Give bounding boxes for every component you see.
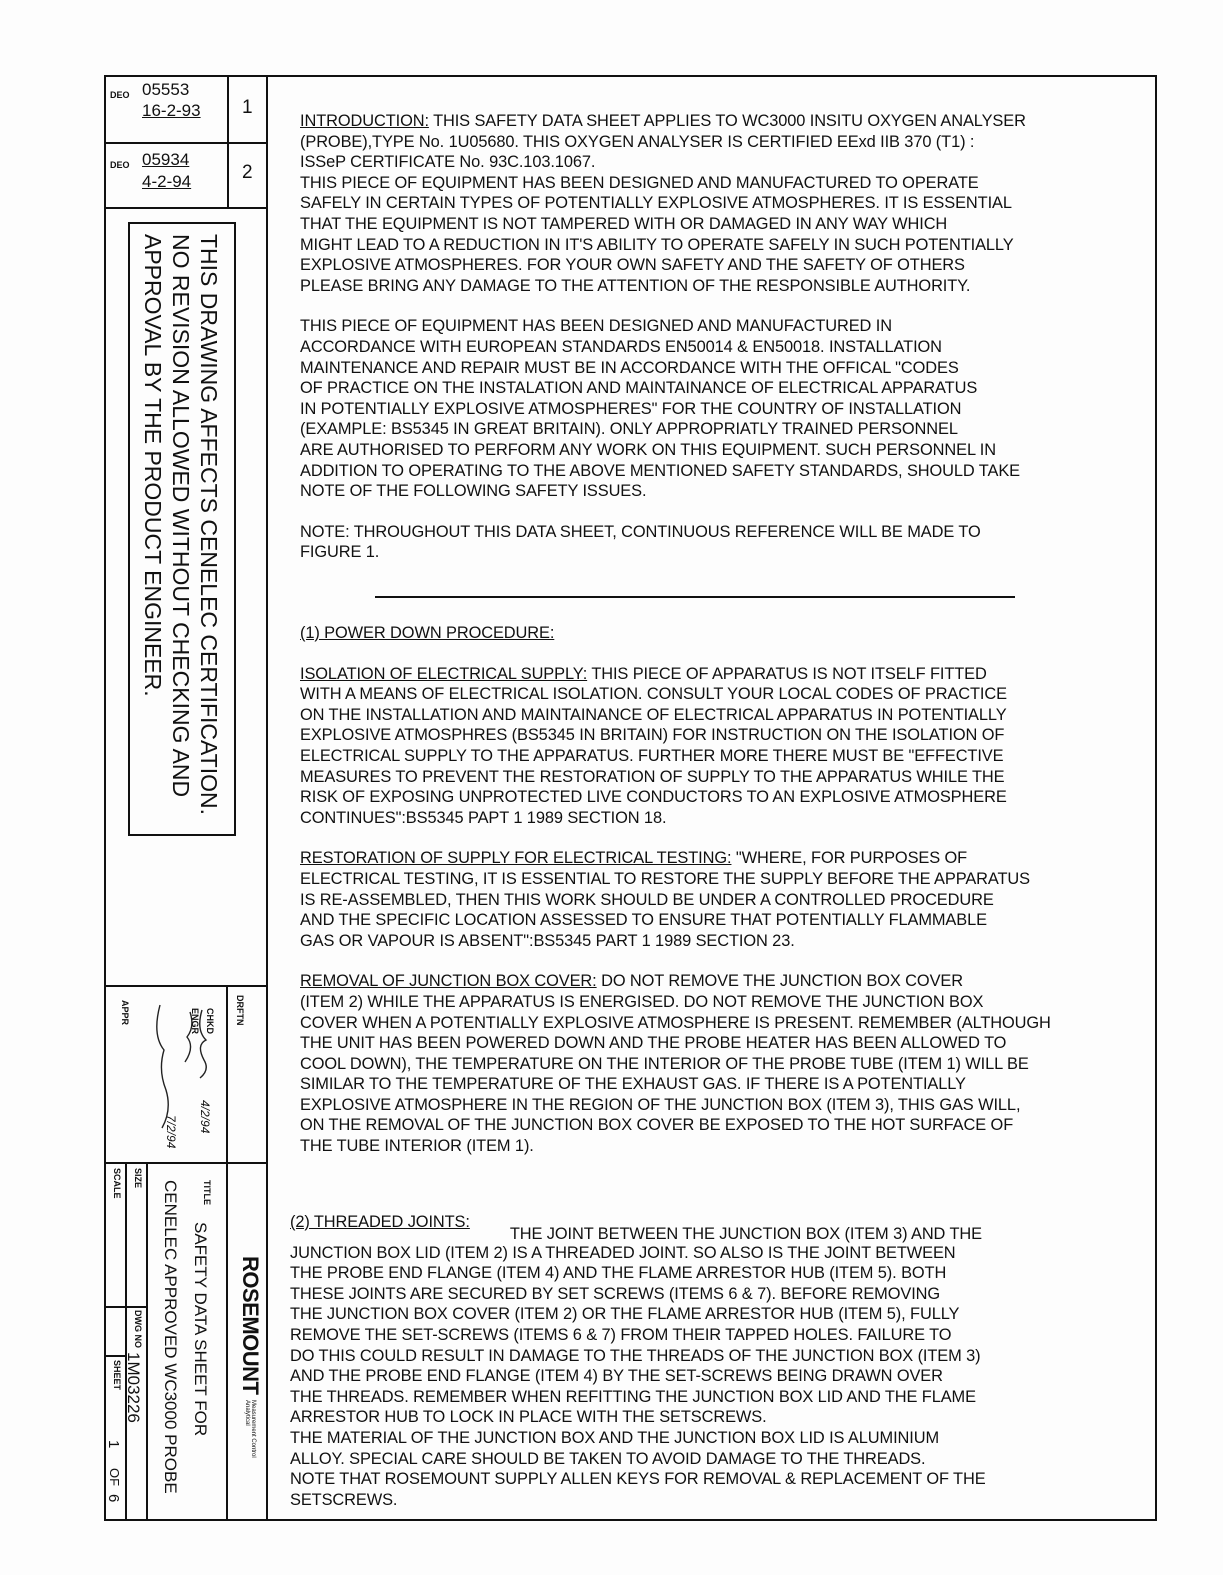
- scale-label: SCALE: [112, 1168, 122, 1199]
- rev-number: 05934: [142, 150, 190, 169]
- rev-index: 2: [242, 162, 253, 183]
- size-label: SIZE: [133, 1168, 143, 1189]
- rev-block-bottom: [104, 207, 268, 209]
- company-logo: ROSEMOUNT: [238, 1256, 263, 1395]
- approval-block-bottom: [104, 1162, 268, 1164]
- rev-index: 1: [242, 97, 253, 118]
- section1-heading: (1) POWER DOWN PROCEDURE:: [300, 624, 555, 642]
- section2-first-line: THE JOINT BETWEEN THE JUNCTION BOX (ITEM 3) AND THE: [509, 1225, 982, 1243]
- isolation-paragraph: WITH A MEANS OF ELECTRICAL ISOLATION. CONSULT YOUR LOCAL CODES OF PRACTICE ON THE INSTALLATION AND MAINTAINANCE OF ELECTRICAL APPARATUS IN POTENTIALLY EXPLOSIVE ATMOSPHRES (BS5345 IN BRITAIN) FOR INSTRUCTION ON THE ISOLATION OF ELECTRICAL SUPPLY TO THE APPARATUS. FURTHER MORE THERE MUST BE "EFFECTIVE MEASURES TO PREVENT THE RESTORATION OF SUPPLY TO THE APPARATUS WHILE THE RISK OF EXPOSING UNPROTECTED LIVE CONDUCTORS TO AN EXPLOSIVE ATMOSPHERE CONTINUES":BS5345 PAPT 1 1989 SECTION 18.: [300, 685, 1007, 827]
- section2-heading: (2) THREADED JOINTS:: [290, 1213, 470, 1231]
- removal-first-line: DO NOT REMOVE THE JUNCTION BOX COVER: [596, 972, 963, 991]
- sheet-number: 1: [105, 1440, 122, 1449]
- restoration-heading: RESTORATION OF SUPPLY FOR ELECTRICAL TESTING:: [300, 849, 732, 868]
- intro-paragraph-3: NOTE: THROUGHOUT THIS DATA SHEET, CONTINUOUS REFERENCE WILL BE MADE TO FIGURE 1.: [300, 522, 981, 562]
- title-line-1: SAFETY DATA SHEET FOR: [191, 1222, 210, 1437]
- intro-paragraph-2: THIS PIECE OF EQUIPMENT HAS BEEN DESIGNED AND MANUFACTURED IN ACCORDANCE WITH EUROPEAN STANDARDS EN50014 & EN50018. INSTALLATION MAINTENANCE AND REPAIR MUST BE IN ACCORDANCE WITH THE OFFICAL "CODES OF PRACTICE ON THE INSTALATION AND MAINTAINANCE OF ELECTRICAL APPARATUS IN POTENTIALLY EXPLOSIVE ATMOSPHERES" FOR THE COUNTRY OF INSTALLATION (EXAMPLE: BS5345 IN GREAT BRITAIN). ONLY APPROPRIATLY TRAINED PERSONNEL ARE AUTHORISED TO PERFORM ANY WORK ON THIS EQUIPMENT. SUCH PERSONNEL IN ADDITION TO OPERATING TO THE ABOVE MENTIONED SAFETY STANDARDS, SHOULD TAKE NOTE OF THE FOLLOWING SAFETY ISSUES.: [300, 317, 1020, 501]
- warning-line-1: THIS DRAWING AFFECTS CENELEC CERTIFICATION.: [196, 234, 222, 816]
- scale-divider: [125, 1162, 127, 1521]
- title-block-top: [104, 985, 268, 987]
- title-line-2: CENELEC APPROVED WC3000 PROBE: [161, 1180, 180, 1494]
- rev-divider: [227, 75, 229, 207]
- rev-date: 16-2-93: [142, 101, 201, 120]
- dwg-no: 1M03226: [124, 1352, 143, 1423]
- removal-paragraph: (ITEM 2) WHILE THE APPARATUS IS ENERGISED. DO NOT REMOVE THE JUNCTION BOX COVER WHEN A POTENTIALLY EXPLOSIVE ATMOSPHERE IS PRESENT. REMEMBER (ALTHOUGH THE UNIT HAS BEEN POWERED DOWN AND THE PROBE HEATER HAS BEEN ALLOWED TO COOL DOWN), THE TEMPERATURE ON THE INTERIOR OF THE PROBE TUBE (ITEM 1) WILL BE SIMILAR TO THE TEMPERATURE OF THE EXHAUST GAS. IF THERE IS A POTENTIALLY EXPLOSIVE ATMOSPHERE IN THE REGION OF THE JUNCTION BOX (ITEM 3), THIS GAS WILL, ON THE REMOVAL OF THE JUNCTION BOX COVER BE EXPOSED TO THE HOT SURFACE OF THE TUBE INTERIOR (ITEM 1).: [300, 992, 1051, 1156]
- engr-label: ENGR: [190, 1008, 200, 1035]
- dwg-no-label: DWG NO: [133, 1310, 143, 1348]
- company-tag: Measurement Control Analytical: [244, 1400, 256, 1458]
- section-separator: [375, 596, 1015, 598]
- isolation-heading: ISOLATION OF ELECTRICAL SUPPLY:: [300, 664, 588, 683]
- power-down-section: [300, 623, 1150, 1157]
- sheet-total: 6: [105, 1494, 122, 1503]
- title-label: TITLE: [202, 1180, 212, 1205]
- introduction-section: [300, 111, 1150, 563]
- drftn-label: DRFTN: [235, 995, 245, 1026]
- appr-label: APPR: [120, 1000, 130, 1026]
- section2-paragraph: JUNCTION BOX LID (ITEM 2) IS A THREADED JOINT. SO ALSO IS THE JOINT BETWEEN THE PROBE END FLANGE (ITEM 4) AND THE FLAME ARRESTOR HUB (ITEM 5). BOTH THESE JOINTS ARE SECURED BY SET SCREWS (ITEMS 6 & 7). BEFORE REMOVING THE JUNCTION BOX COVER (ITEM 2) OR THE FLAME ARRESTOR HUB (ITEM 5), FULLY REMOVE THE SET-SCREWS (ITEMS 6 & 7) FROM THEIR TAPPED HOLES. FAILURE TO DO THIS COULD RESULT IN DAMAGE TO THE THREADS OF THE JUNCTION BOX (ITEM 3) AND THE PROBE END FLANGE (ITEM 4) BY THE SET-SCREWS BEING DRAWN OVER THE THREADS. REMEMBER WHEN REFITTING THE JUNCTION BOX LID AND THE FLAME ARRESTOR HUB TO LOCK IN PLACE WITH THE SETSCREWS. THE MATERIAL OF THE JUNCTION BOX AND THE JUNCTION BOX LID IS ALUMINIUM ALLOY. SPECIAL CARE SHOULD BE TAKEN TO AVOID DAMAGE TO THE THREADS. NOTE THAT ROSEMOUNT SUPPLY ALLEN KEYS FOR REMOVAL & REPLACEMENT OF THE SETSCREWS.: [290, 1243, 986, 1509]
- removal-heading: REMOVAL OF JUNCTION BOX COVER:: [300, 972, 597, 991]
- isolation-first-line: THIS PIECE OF APPARATUS IS NOT ITSELF FITTED: [587, 664, 987, 683]
- size-divider: [146, 1162, 148, 1521]
- sheet-label: SHEET: [112, 1360, 122, 1391]
- dwg-divider: [104, 1306, 146, 1308]
- of-label: OF: [107, 1468, 122, 1487]
- title-block-divider: [226, 985, 228, 1521]
- warning-line-2: NO REVISION ALLOWED WITHOUT CHECKING AND: [168, 234, 194, 798]
- rev-row-divider: [104, 142, 268, 144]
- rev-number: 05553: [142, 80, 190, 99]
- intro-paragraph-1: (PROBE),TYPE No. 1U05680. THIS OXYGEN ANALYSER IS CERTIFIED EExd IIB 370 (T1) : ISSeP CERTIFICATE No. 93C.103.1067. THIS PIECE OF EQUIPMENT HAS BEEN DESIGNED AND MANUFACTURED TO OPERATE SAFELY IN CERTAIN TYPES OF POTENTIALLY EXPLOSIVE ATMOSPHERES. IT IS ESSENTIAL THAT THE EQUIPMENT IS NOT TAMPERED WITH OR DAMAGED IN ANY WAY WHICH MIGHT LEAD TO A REDUCTION IN IT'S ABILITY TO OPERATE SAFELY IN SUCH POTENTIALLY EXPLOSIVE ATMOSPHERES. FOR YOUR OWN SAFETY AND THE SAFETY OF OTHERS PLEASE BRING ANY DAMAGE TO THE ATTENTION OF THE RESPONSIBLE AUTHORITY.: [300, 132, 1014, 295]
- rev-date: 4-2-94: [142, 172, 192, 191]
- warning-line-3: APPROVAL BY THE PRODUCT ENGINEER.: [140, 234, 166, 697]
- threaded-joints-section: [290, 1212, 1140, 1510]
- chkd-date: 4/2/94: [198, 1100, 212, 1134]
- intro-heading: INTRODUCTION:: [300, 112, 429, 130]
- chkd-label: CHKD: [205, 1008, 215, 1034]
- restoration-paragraph: ELECTRICAL TESTING, IT IS ESSENTIAL TO RESTORE THE SUPPLY BEFORE THE APPARATUS IS RE-ASSEMBLED, THEN THIS WORK SHOULD BE UNDER A CONTROLLED PROCEDURE AND THE SPECIFIC LOCATION ASSESSED TO ENSURE THAT POTENTIALLY FLAMMABLE GAS OR VAPOUR IS ABSENT":BS5345 PART 1 1989 SECTION 23.: [300, 869, 1030, 950]
- appr-date: 7/2/94: [164, 1115, 178, 1149]
- restoration-first-line: "WHERE, FOR PURPOSES OF: [731, 849, 968, 868]
- intro-first-line: THIS SAFETY DATA SHEET APPLIES TO WC3000 INSITU OXYGEN ANALYSER: [433, 112, 1026, 130]
- rev-prefix: DEO: [110, 160, 130, 170]
- rev-prefix: DEO: [110, 90, 130, 100]
